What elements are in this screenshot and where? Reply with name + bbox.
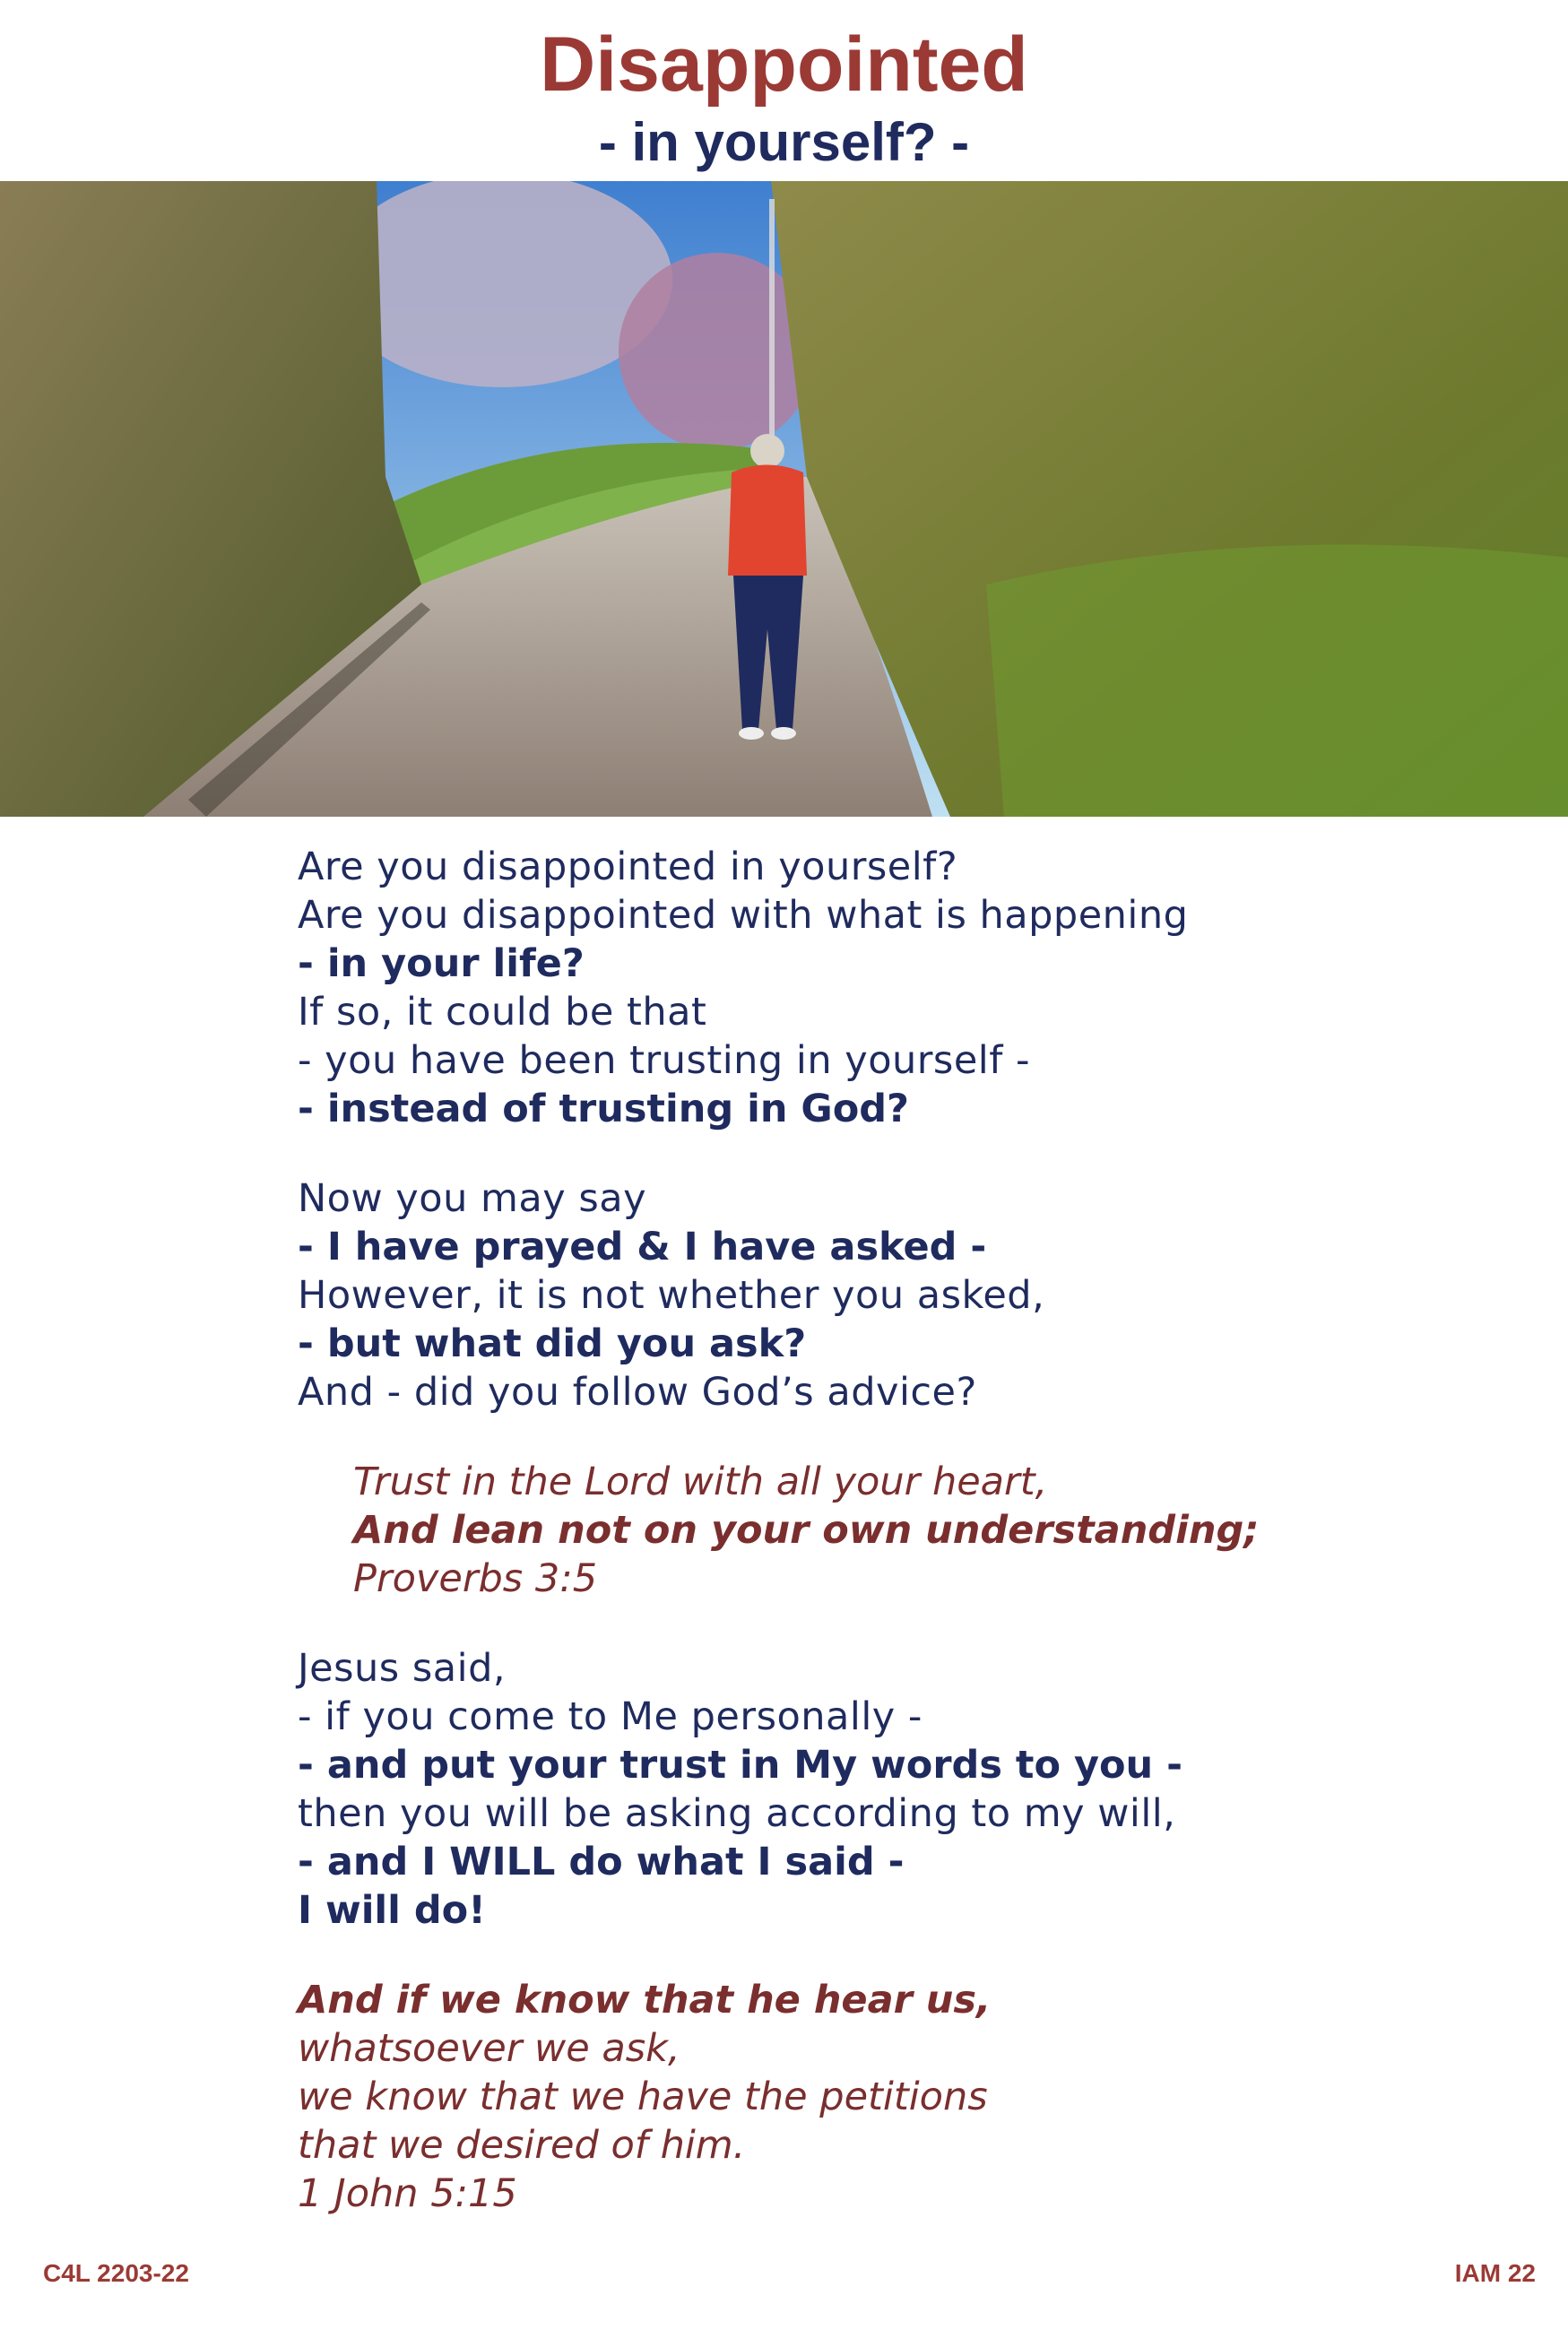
- text-line-bold: - in your life?: [298, 941, 585, 986]
- footer-code-left: C4L 2203-22: [43, 2259, 189, 2287]
- text-line-bold: - and put your trust in My words to you -: [298, 1743, 1182, 1788]
- page-title: Disappointed: [540, 22, 1028, 108]
- text-line: Now you may say: [298, 1176, 647, 1221]
- text-line: However, it is not whether you asked,: [298, 1273, 1045, 1318]
- verse-line: we know that we have the petitions: [298, 2074, 988, 2119]
- text-line-bold: - and I WILL do what I said -: [298, 1840, 905, 1884]
- text-line: - if you come to Me personally -: [298, 1694, 923, 1739]
- verse-line: whatsoever we ask,: [298, 2026, 680, 2071]
- verse-line: Trust in the Lord with all your heart,: [353, 1459, 1048, 1504]
- verse-line: that we desired of him.: [298, 2123, 746, 2168]
- text-line: - you have been trusting in yourself -: [298, 1038, 1031, 1083]
- verse-line-bold: And lean not on your own understanding;: [353, 1508, 1260, 1553]
- text-line-bold: - instead of trusting in God?: [298, 1087, 909, 1131]
- page-subtitle: - in yourself? -: [598, 112, 970, 172]
- text-line: Are you disappointed in yourself?: [298, 845, 958, 889]
- verse-line-bold: And if we know that he hear us,: [298, 1978, 992, 2023]
- verse-reference: Proverbs 3:5: [353, 1556, 598, 1601]
- text-line: Jesus said,: [298, 1646, 507, 1691]
- text-line-bold: - but what did you ask?: [298, 1321, 807, 1366]
- body-text: [298, 843, 1329, 2218]
- text-line: then you will be asking according to my will,: [298, 1791, 1176, 1836]
- verse-reference: 1 John 5:15: [298, 2171, 517, 2216]
- hero-photo: [0, 181, 1568, 817]
- text-line: And - did you follow God’s advice?: [298, 1370, 977, 1415]
- text-line-bold: I will do!: [298, 1888, 486, 1933]
- text-line-bold: - I have prayed & I have asked -: [298, 1225, 987, 1269]
- text-line: Are you disappointed with what is happening: [298, 893, 1189, 938]
- footer-code-right: IAM 22: [1454, 2259, 1536, 2287]
- text-line: If so, it could be that: [298, 990, 707, 1035]
